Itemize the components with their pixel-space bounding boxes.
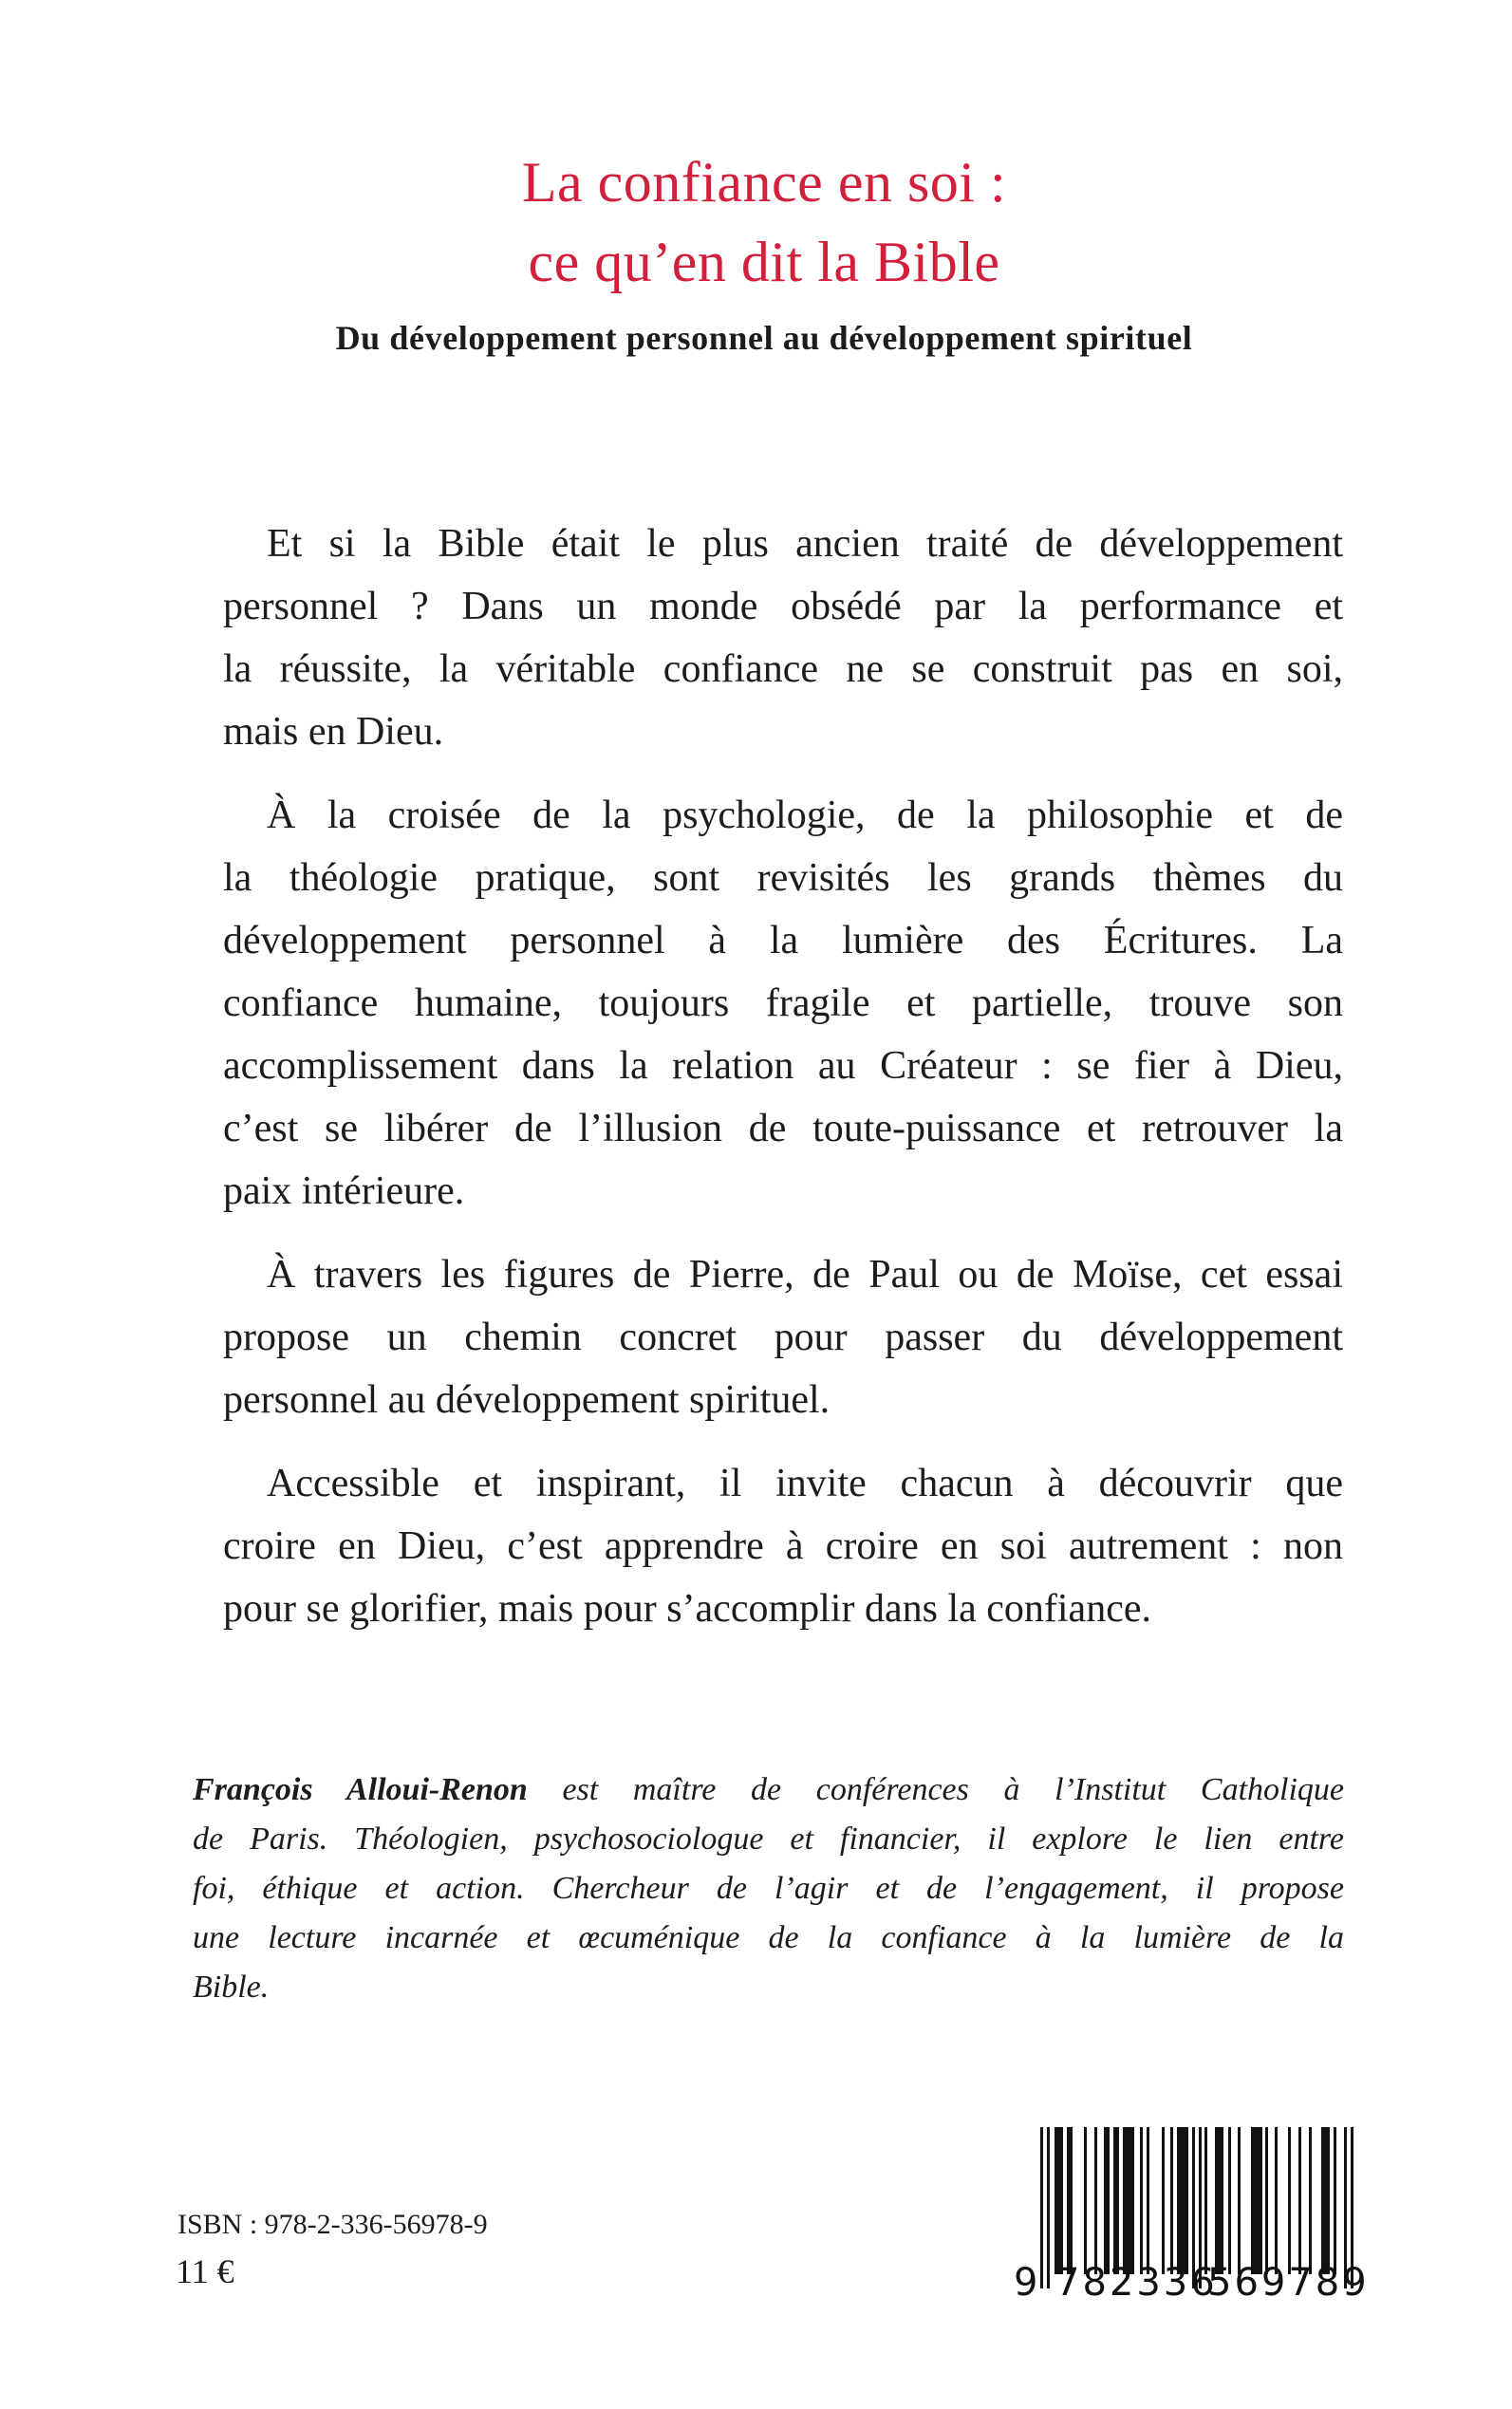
price-label: 11 € (176, 2252, 234, 2290)
blurb-paragraph-1 (179, 513, 1343, 763)
blurb-line: À la croisée de la psychologie, de la philosophie et de (267, 794, 1343, 837)
blurb-line: personnel au développement spirituel. (223, 1378, 831, 1422)
bio-first-line-text: est maître de conférences à l’Institut Catholique (527, 1772, 1344, 1807)
blurb-line: accomplissement dans la relation au Créateur : se fier à Dieu, (223, 1044, 1343, 1088)
isbn-label: ISBN : 978-2-336-56978-9 (177, 2209, 488, 2240)
blurb-line: À travers les figures de Pierre, de Paul ou de Moïse, cet essai (267, 1253, 1343, 1297)
book-title-line-2: ce qu’en dit la Bible (528, 231, 1000, 293)
blurb-line: développement personnel à la lumière des Écritures. La (223, 919, 1343, 962)
barcode-left-group: 782336 (1055, 2261, 1218, 2305)
blurb-line: personnel ? Dans un monde obsédé par la performance et (223, 585, 1343, 628)
author-bio (193, 1765, 1344, 2012)
blurb-line: mais en Dieu. (223, 710, 444, 754)
blurb-line: c’est se libérer de l’illusion de toute-puissance et retrouver la (223, 1107, 1343, 1150)
blurb-line: Et si la Bible était le plus ancien traité de développement (267, 522, 1343, 566)
blurb-line: la réussite, la véritable confiance ne se construit pas en soi, (223, 647, 1343, 691)
title-block (180, 142, 1348, 361)
blurb-paragraph-4 (179, 1452, 1343, 1640)
bio-line: une lecture incarnée et œcuménique de la confiance à la lumière de la (193, 1920, 1344, 1955)
blurb-line: Accessible et inspirant, il invite chacun à découvrir que (267, 1462, 1343, 1505)
blurb-line: croire en Dieu, c’est apprendre à croire en soi autrement : non (223, 1524, 1343, 1568)
barcode-right-group: 569789 (1207, 2261, 1370, 2305)
blurb-line: paix intérieure. (223, 1169, 465, 1213)
blurb-paragraph-2 (179, 784, 1343, 1223)
bio-line: de Paris. Théologien, psychosociologue et financier, il explore le lien entre (193, 1821, 1344, 1857)
blurb (179, 513, 1343, 1661)
blurb-paragraph-3 (179, 1243, 1343, 1431)
barcode-lead-digit: 9 (1014, 2261, 1038, 2305)
bio-line (193, 1765, 1344, 1815)
author-name: François Alloui-Renon (193, 1772, 528, 1807)
blurb-line: confiance humaine, toujours fragile et partielle, trouve son (223, 981, 1343, 1025)
blurb-line: pour se glorifier, mais pour s’accomplir dans la confiance. (223, 1587, 1151, 1631)
bio-line: Bible. (193, 1970, 270, 2005)
barcode-digits (997, 2262, 1376, 2309)
book-title-line-1: La confiance en soi : (521, 151, 1007, 214)
book-subtitle: Du développement personnel au développement spirituel (335, 319, 1193, 357)
blurb-line: propose un chemin concret pour passer du développement (223, 1316, 1343, 1359)
bio-line: foi, éthique et action. Chercheur de l’agir et de l’engagement, il propose (193, 1871, 1344, 1906)
blurb-line: la théologie pratique, sont revisités les grands thèmes du (223, 856, 1343, 900)
